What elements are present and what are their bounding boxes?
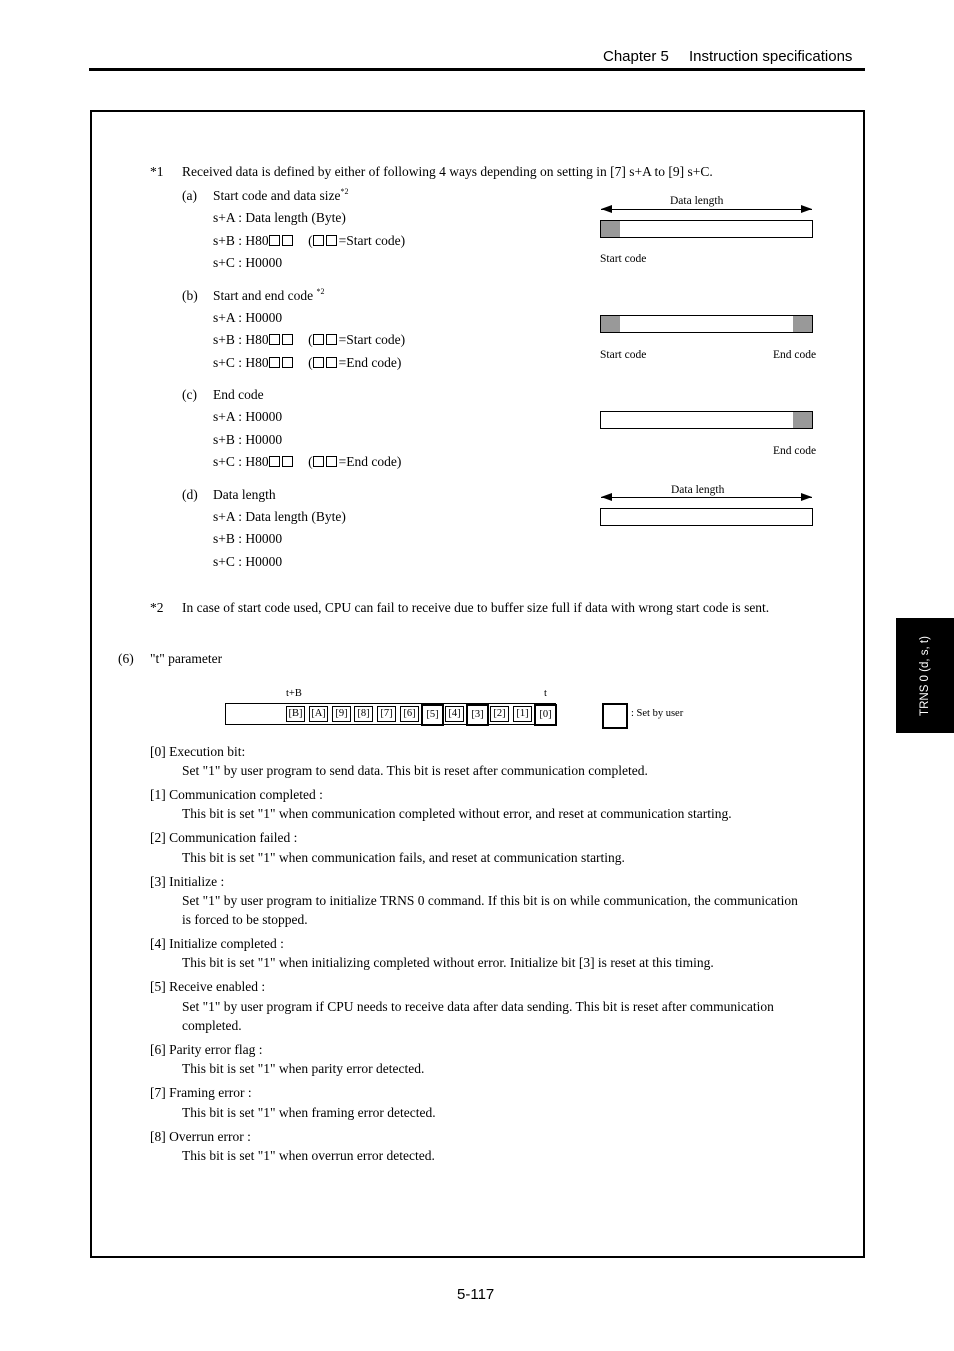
bit-cell-2: [2] bbox=[490, 706, 509, 722]
bit-cell-0: [0] bbox=[534, 704, 557, 726]
case-b-title: Start and end code $^{*2}$ bbox=[213, 287, 325, 303]
bit4-desc: This bit is set "1" when initializing completed without error. Initialize bit [3] is reset at this timing. bbox=[182, 955, 714, 970]
diagram-b-frame bbox=[600, 315, 813, 333]
bit7-desc: This bit is set "1" when framing error detected. bbox=[182, 1105, 436, 1120]
bit-cell-1: [1] bbox=[513, 706, 532, 722]
reg-left-label: t+B bbox=[286, 688, 302, 699]
bit8-desc: This bit is set "1" when overrun error detected. bbox=[182, 1148, 435, 1163]
case-a-line2: s+B : H80 ( =Start code) bbox=[213, 233, 406, 248]
case-d-line2: s+B : H0000 bbox=[213, 531, 283, 546]
bit-cell-6: [6] bbox=[400, 706, 419, 722]
legend-box bbox=[602, 703, 628, 729]
case-a-label: (a) bbox=[182, 188, 197, 203]
case-c-label: (c) bbox=[182, 387, 197, 402]
bit-cell-5: [5] bbox=[421, 704, 444, 726]
bit5-desc-1: Set "1" by user program if CPU needs to receive data after data sending. This bit is reset after communication bbox=[182, 999, 774, 1014]
diagram-b-start-label: Start code bbox=[600, 349, 647, 361]
bit-cell-3: [3] bbox=[466, 704, 489, 726]
bit7-title: [7] Framing error : bbox=[150, 1085, 252, 1100]
case-d-label: (d) bbox=[182, 487, 198, 502]
bit-cell-8: [8] bbox=[354, 706, 373, 722]
bit-cell-7: [7] bbox=[377, 706, 396, 722]
bit-cell-4: [4] bbox=[445, 706, 464, 722]
bit0-desc: Set "1" by user program to send data. This bit is reset after communication completed. bbox=[182, 763, 648, 778]
diagram-a-frame bbox=[600, 220, 813, 238]
page-number: 5-117 bbox=[457, 1286, 495, 1303]
diagram-a-length-label: Data length bbox=[670, 195, 724, 207]
section6-title: "t" parameter bbox=[150, 651, 223, 666]
side-tab-label: TRNS 0 (d, s, t) bbox=[919, 635, 931, 716]
diagram-c-end-label: End code bbox=[773, 445, 817, 457]
t-register bbox=[225, 703, 556, 725]
note1-mark: *1 bbox=[150, 164, 164, 179]
diagram-d-length-label: Data length bbox=[671, 484, 725, 496]
bit-cell-A: [A] bbox=[309, 706, 328, 722]
case-c-title: End code bbox=[213, 387, 264, 402]
note1-text: Received data is defined by either of following 4 ways depending on setting in [7] s+A to [9] s+C. bbox=[182, 164, 713, 179]
bit2-desc: This bit is set "1" when communication fails, and reset at communication starting. bbox=[182, 850, 625, 865]
diagram-c-frame bbox=[600, 411, 813, 429]
bit6-title: [6] Parity error flag : bbox=[150, 1042, 263, 1057]
case-d-line3: s+C : H0000 bbox=[213, 554, 283, 569]
case-a-line1: s+A : Data length (Byte) bbox=[213, 210, 346, 225]
bit3-desc-2: is forced to be stopped. bbox=[182, 912, 308, 927]
bit0-title: [0] Execution bit: bbox=[150, 744, 246, 759]
case-d-title: Data length bbox=[213, 487, 276, 502]
bit1-title: [1] Communication completed : bbox=[150, 787, 323, 802]
case-a-line3: s+C : H0000 bbox=[213, 255, 283, 270]
diagram-a-arrow bbox=[601, 209, 812, 210]
case-b-line3: s+C : H80 ( =End code) bbox=[213, 355, 402, 370]
bit2-title: [2] Communication failed : bbox=[150, 830, 298, 845]
diagram-b-end-label: End code bbox=[773, 349, 817, 361]
bit4-title: [4] Initialize completed : bbox=[150, 936, 284, 951]
diagram-d-frame bbox=[600, 508, 813, 526]
legend-label: : Set by user bbox=[631, 708, 684, 719]
reg-right-label: t bbox=[544, 688, 547, 699]
bit1-desc: This bit is set "1" when communication completed without error, and reset at communication starting. bbox=[182, 806, 732, 821]
case-b-line2: s+B : H80 ( =Start code) bbox=[213, 332, 406, 347]
bit3-title: [3] Initialize : bbox=[150, 874, 225, 889]
bit6-desc: This bit is set "1" when parity error detected. bbox=[182, 1061, 425, 1076]
note2-mark: *2 bbox=[150, 600, 164, 615]
diagram-a-start-label: Start code bbox=[600, 253, 647, 265]
note2-text: In case of start code used, CPU can fail to receive due to buffer size full if data with wrong start code is sent. bbox=[182, 600, 770, 615]
case-c-line3: s+C : H80 ( =End code) bbox=[213, 454, 402, 469]
chapter-title: Instruction specifications bbox=[689, 48, 853, 65]
case-b-line1: s+A : H0000 bbox=[213, 310, 283, 325]
bit-cell-9: [9] bbox=[332, 706, 351, 722]
case-c-line1: s+A : H0000 bbox=[213, 409, 283, 424]
header-rule bbox=[89, 68, 865, 71]
bit5-desc-2: completed. bbox=[182, 1018, 242, 1033]
case-d-line1: s+A : Data length (Byte) bbox=[213, 509, 346, 524]
chapter-label: Chapter 5 bbox=[603, 48, 669, 65]
bit3-desc-1: Set "1" by user program to initialize TRNS 0 command. If this bit is on while communication, the communication bbox=[182, 893, 798, 908]
diagram-d-arrow bbox=[601, 497, 812, 498]
bit-cell-B: [B] bbox=[286, 706, 305, 722]
section6-label: (6) bbox=[118, 651, 134, 666]
case-a-title: Start code and data size$^{*2}$ bbox=[213, 187, 349, 203]
case-c-line2: s+B : H0000 bbox=[213, 432, 283, 447]
case-b-label: (b) bbox=[182, 288, 198, 303]
bit5-title: [5] Receive enabled : bbox=[150, 979, 266, 994]
bit8-title: [8] Overrun error : bbox=[150, 1129, 251, 1144]
side-tab bbox=[896, 618, 954, 733]
